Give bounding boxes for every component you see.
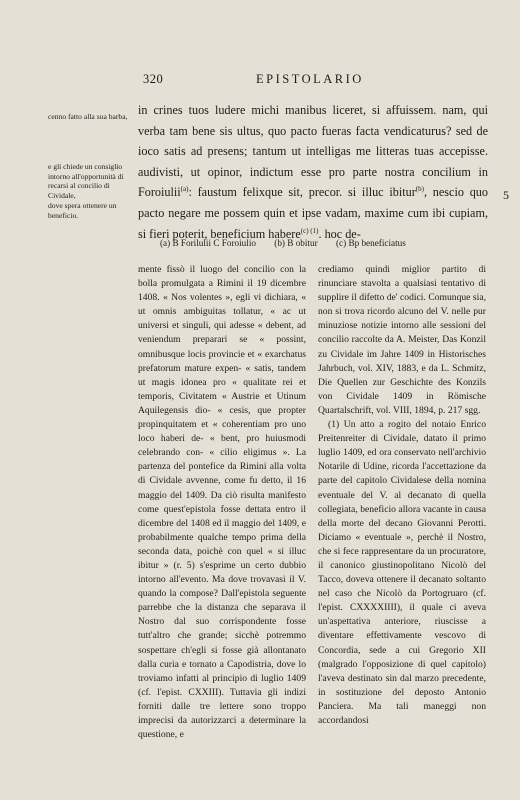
commentary-left-column	[138, 263, 306, 742]
apparatus-note-b: (b) B obitur	[274, 238, 318, 248]
footnote-1: (1) Un atto a rogito del notaio Enrico Preitenreiter di Cividale, datato il primo luglio 1409, ed ora conservato nell'archivio Notarile di Udine, ricorda l'accettazione da parte del capitolo Cividalese della nomina eventuale del V. al decanato di quella collegiata, beneficio allora vacante in causa della morte del decano Giovanni Perotti. Diciamo « eventuale », perchè il Nostro, che si fece rappresentare da un procuratore, il canonico giustinopolitano Nicolò del Tacco, doveva ottenere il decanato soltanto nel caso che Nicolò da Portogruaro (cf. l'epist. CXXXXIIII), il quale ci aveva un'aspettativa anteriore, riuscisse a diventare effettivamente vescovo di Concordia, sede a cui Gregorio XII (malgrado l'opposizione di quel capitolo) l'aveva destinato sin dal marzo precedente, in sostituzione del deposto Antonio Panciera. Ma tali maneggi non accordandosi	[318, 419, 486, 726]
text-segment-b: : faustum felixque sit, precor. si illuc ibitur	[188, 185, 416, 200]
note-marker-a: (a)	[180, 185, 189, 194]
margin-note-3: dove spera ottenere un beneficio.	[48, 201, 117, 220]
latin-letter-text	[138, 100, 488, 244]
apparatus-note-c: (c) Bp beneficiatus	[335, 238, 406, 248]
text-segment-d: . hoc de-	[318, 226, 361, 241]
note-marker-b: (b)	[415, 185, 424, 194]
note-marker-c: (c) (1)	[300, 226, 319, 235]
critical-apparatus	[160, 238, 490, 248]
commentary-right-column	[318, 263, 486, 728]
latin-paragraph	[138, 100, 488, 244]
commentary-paragraph: mente fissò il luogo del concilio con la bolla promulgata a Rimini il 19 dicembre 1408. « Nos volentes », egli vi dichiara, « ut omnis ambiguitas tollatur, « ac ut universi et singuli, qui adesse « debent, ad veniendum preparari se « possint, omnibusque locis provincie et « exarchatus prefatorum mature expen- « satis, tandem ut magis idonea pro « qualitate rei et temporis, Civitatem « Austrie et Utinum Aquilegensis dio- « cesis, que propter propinquitatem et « coherentiam pro uno loco haberi de- « bent, pro huiusmodi celebrando con- « cilio eligimus ». La partenza del pontefice da Rimini alla volta di Cividale avvenne, come fu detto, il 16 maggio del 1409. Da ciò risulta manifesto come quest'epistola fosse dettata entro il dicembre del 1408 ed il maggio del 1409, e probabilmente qualche tempo prima della seconda data, poichè con quel « si illuc ibitur » (r. 5) s'esprime un certo dubbio intorno all'evento. Ma dove trovavasi il V. quando la compose? Dall'epistola seguente parrebbe che la distanza che separava il Nostro dal suo corrispondente fosse tutt'altro che grande; sicchè potremmo sospettare ch'egli si fosse già allontanato dalla curia e tornato a Capodistria, dove lo troviamo infatti al principio di luglio 1409 (cf. l'epist. CXXIII). Tuttavia gli indizi forniti dalle tre lettere sono troppo imprecisi da autorizzarci a determinare la questione, e	[138, 264, 306, 741]
margin-note-1: cenno fatto alla sua barba,	[48, 112, 128, 121]
apparatus-note-a: (a) B Forilulii C Foroiulio	[160, 238, 256, 248]
running-title: EPISTOLARIO	[256, 72, 364, 86]
commentary-paragraph: crediamo quindi miglior partito di rinunciare stavolta a qualsiasi tentativo di supplire il difetto de' codici. Comunque sia, non si trova ricordo alcuno del V. nelle pur minuziose notizie intorno alle sessioni del concilio raccolte da A. Meister, Das Konzil zu Cividale im Jahre 1409 in Historisches Jahrbuch, vol. XIV, 1883, e da L. Schmitz, Die Quellen zur Geschichte des Konzils von Cividale 1409 in Römische Quartalschrift, vol. VIII, 1894, p. 217 sgg.	[318, 264, 486, 416]
text-segment-c: , nescio quo pacto negare me possem quin et ipse vadam, maxime cum ibi cupiam, si fieri poterit, beneficium habere	[138, 185, 488, 241]
page-number: 320	[143, 72, 164, 86]
line-number: 5	[503, 188, 509, 202]
text-segment-a: in crines tuos ludere michi manibus liceret, si affuissem. nam, qui verba tam bene sis ultus, quo pacto fueras facta vendicaturus? sed de ioco satis ad presens; tantum ut intelligas me litteras tuas accepisse. audivisti, ut opinor, indictum esse pro parte nostra concilium in Foroiulii	[138, 103, 488, 200]
margin-note-2: e gli chiede un consiglio intorno all'opportunità di recarsi al concilio di Cividale,	[48, 162, 124, 200]
